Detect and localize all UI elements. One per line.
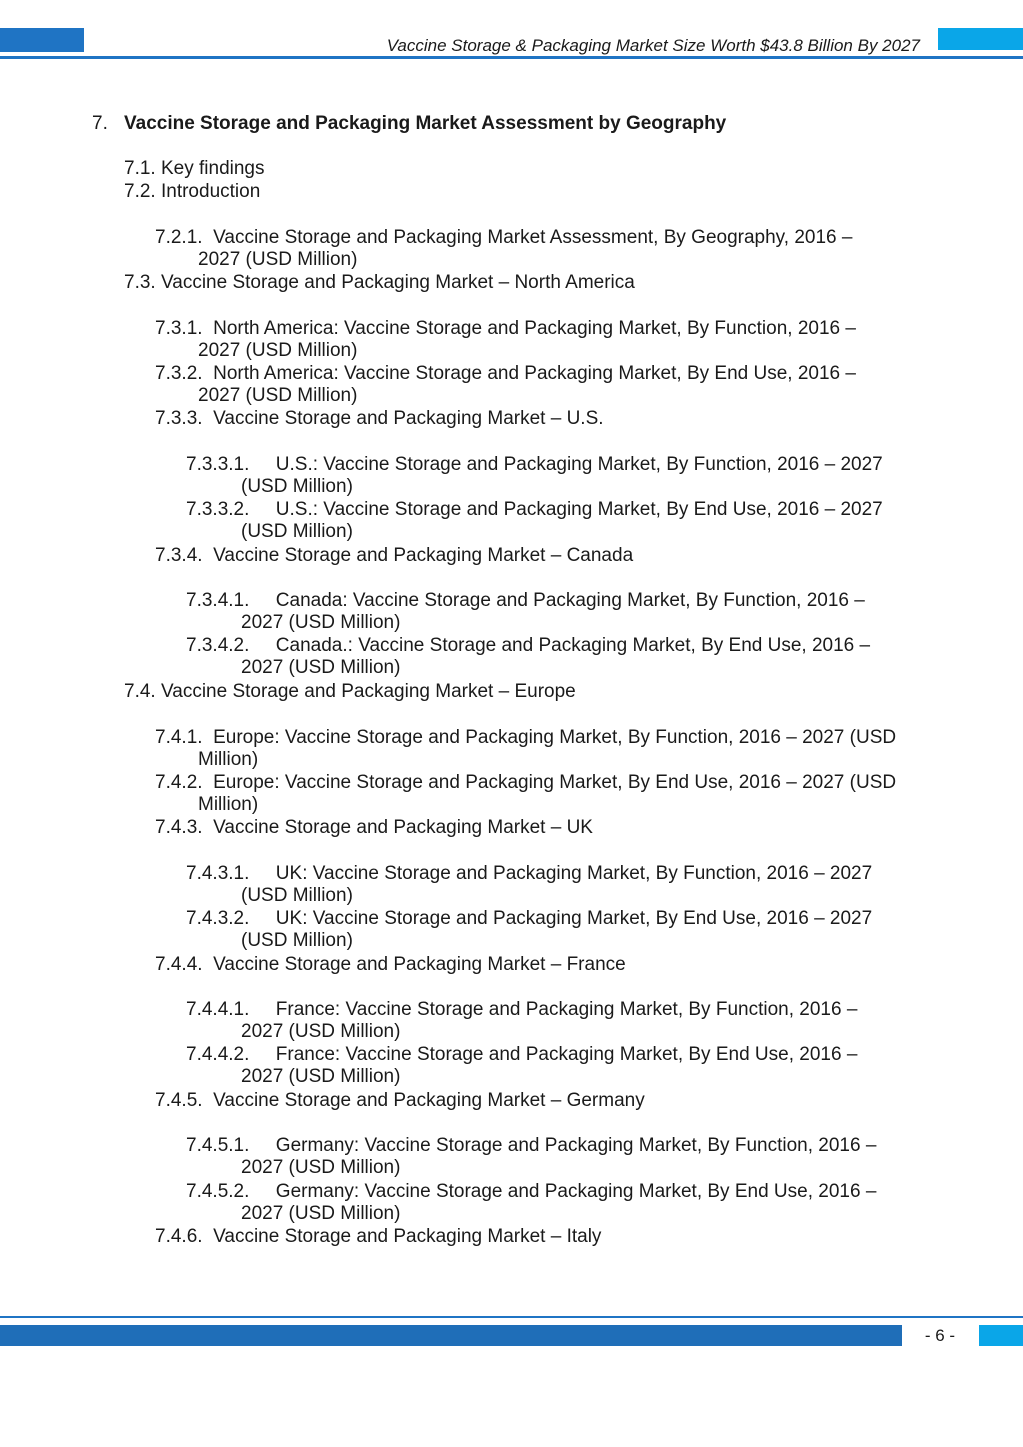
toc-entry	[155, 817, 593, 840]
toc-entry	[155, 727, 896, 750]
footer-rule	[0, 1316, 1023, 1318]
toc-entry-number: 7.4.4.	[155, 954, 203, 975]
toc-entry	[186, 1181, 876, 1204]
toc-entry-continuation: (USD Million)	[241, 521, 353, 542]
toc-entry-continuation: 2027 (USD Million)	[198, 385, 358, 406]
toc-entry-continuation: 2027 (USD Million)	[241, 1203, 401, 1224]
toc-entry-number: 7.3.2.	[155, 363, 203, 384]
toc-entry-text: U.S.: Vaccine Storage and Packaging Market, By End Use, 2016 – 2027	[275, 499, 883, 520]
toc-entry	[155, 772, 896, 795]
toc-entry	[155, 318, 856, 341]
toc-entry	[155, 954, 626, 977]
toc-entry-number: 7.4.	[124, 681, 156, 702]
footer-accent-bar	[0, 1325, 902, 1346]
toc-entry	[155, 1226, 601, 1249]
toc-entry-number: 7.4.2.	[155, 772, 203, 793]
toc-entry-number: 7.3.	[124, 272, 156, 293]
toc-entry-text: Germany: Vaccine Storage and Packaging Market, By End Use, 2016 –	[275, 1181, 877, 1202]
toc-entry-number: 7.4.5.2.	[186, 1181, 250, 1202]
toc-entry-text: Vaccine Storage and Packaging Market Assessment, By Geography, 2016 –	[213, 227, 853, 248]
toc-entry-number: 7.4.5.	[155, 1090, 203, 1111]
toc-entry-text: Germany: Vaccine Storage and Packaging Market, By Function, 2016 –	[275, 1135, 877, 1156]
toc-entry	[186, 863, 872, 886]
toc-entry-number: 7.4.4.2.	[186, 1044, 250, 1065]
toc-entry	[186, 908, 872, 931]
toc-entry-text: Vaccine Storage and Packaging Market – France	[213, 954, 626, 975]
toc-entry-text: UK: Vaccine Storage and Packaging Market, By End Use, 2016 – 2027	[275, 908, 873, 929]
toc-entry-text: Canada.: Vaccine Storage and Packaging Market, By End Use, 2016 –	[275, 635, 871, 656]
header-rule	[0, 56, 1023, 59]
toc-entry-number: 7.3.3.	[155, 408, 203, 429]
toc-entry-number: 7.3.1.	[155, 318, 203, 339]
toc-entry-number: 7.4.4.1.	[186, 999, 250, 1020]
toc-entry	[155, 408, 604, 431]
toc-entry-continuation: (USD Million)	[241, 930, 353, 951]
toc-entry-continuation: 2027 (USD Million)	[198, 249, 358, 270]
toc-entry-number: 7.4.3.2.	[186, 908, 250, 929]
toc-entry-text: France: Vaccine Storage and Packaging Market, By Function, 2016 –	[275, 999, 858, 1020]
toc-entry-continuation: 2027 (USD Million)	[241, 1157, 401, 1178]
toc-entry-continuation: 2027 (USD Million)	[241, 1066, 401, 1087]
toc-entry-text: Vaccine Storage and Packaging Market – UK	[213, 817, 593, 838]
toc-entry-text: Key findings	[160, 158, 265, 179]
toc-entry-number: 7.2.	[124, 181, 156, 202]
toc-entry-number: 7.3.4.	[155, 545, 203, 566]
toc-entry-continuation: Million)	[198, 794, 259, 815]
toc-entry	[155, 363, 856, 386]
toc-entry	[124, 681, 576, 704]
toc-entry-continuation: 2027 (USD Million)	[241, 657, 401, 678]
toc-entry-number: 7.3.3.2.	[186, 499, 250, 520]
toc-entry	[186, 635, 870, 658]
toc-entry	[155, 545, 633, 568]
toc-entry-continuation: 2027 (USD Million)	[241, 1021, 401, 1042]
toc-entry-number: 7.4.5.1.	[186, 1135, 250, 1156]
toc-entry-text: North America: Vaccine Storage and Packaging Market, By Function, 2016 –	[213, 318, 856, 339]
footer-accent-right	[979, 1325, 1023, 1346]
toc-entry-number: 7.4.6.	[155, 1226, 203, 1247]
toc-entry-text: Canada: Vaccine Storage and Packaging Market, By Function, 2016 –	[275, 590, 865, 611]
toc-entry-text: North America: Vaccine Storage and Packaging Market, By End Use, 2016 –	[213, 363, 856, 384]
toc-entry-number: 7.4.1.	[155, 727, 203, 748]
toc-entry-text: Vaccine Storage and Packaging Market – Europe	[160, 681, 576, 702]
toc-entry	[186, 1135, 876, 1158]
toc-entry-continuation: (USD Million)	[241, 476, 353, 497]
toc-entry	[155, 227, 852, 250]
toc-entry-continuation: 2027 (USD Million)	[241, 612, 401, 633]
toc-section-number: 7.	[92, 113, 108, 134]
toc-entry-text: Vaccine Storage and Packaging Market – North America	[160, 272, 635, 293]
header-title: Vaccine Storage & Packaging Market Size Worth $43.8 Billion By 2027	[386, 36, 920, 55]
toc-entry	[155, 1090, 645, 1113]
toc-entry-text: Vaccine Storage and Packaging Market – Canada	[213, 545, 634, 566]
toc-entry-number: 7.3.4.1.	[186, 590, 250, 611]
toc-section-title: Vaccine Storage and Packaging Market Assessment by Geography	[124, 113, 727, 134]
toc-entry	[124, 158, 265, 181]
toc-entry-number: 7.2.1.	[155, 227, 203, 248]
toc-entry-number: 7.3.3.1.	[186, 454, 250, 475]
toc-entry-number: 7.3.4.2.	[186, 635, 250, 656]
toc-entry-text: France: Vaccine Storage and Packaging Market, By End Use, 2016 –	[275, 1044, 858, 1065]
toc-entry	[186, 999, 857, 1022]
toc-entry	[124, 181, 260, 204]
toc-entry-text: Europe: Vaccine Storage and Packaging Market, By Function, 2016 – 2027 (USD	[213, 727, 897, 748]
toc-entry-text: Vaccine Storage and Packaging Market – U.S.	[213, 408, 604, 429]
toc-entry-number: 7.4.3.1.	[186, 863, 250, 884]
toc-entry-number: 7.1.	[124, 158, 156, 179]
toc-entry-text: Vaccine Storage and Packaging Market – Italy	[213, 1226, 602, 1247]
header-accent-left	[0, 28, 84, 52]
toc-entry-text: U.S.: Vaccine Storage and Packaging Market, By Function, 2016 – 2027	[275, 454, 883, 475]
toc-entry-text: Vaccine Storage and Packaging Market – Germany	[213, 1090, 645, 1111]
toc-entry	[186, 1044, 857, 1067]
toc-entry-continuation: (USD Million)	[241, 885, 353, 906]
page-number: - 6 -	[924, 1326, 956, 1345]
toc-entry-continuation: 2027 (USD Million)	[198, 340, 358, 361]
toc-entry-text: Europe: Vaccine Storage and Packaging Market, By End Use, 2016 – 2027 (USD	[213, 772, 897, 793]
toc-entry	[186, 499, 883, 522]
header-accent-right	[938, 28, 1023, 50]
toc-entry	[186, 454, 883, 477]
toc-entry-text: UK: Vaccine Storage and Packaging Market, By Function, 2016 – 2027	[275, 863, 873, 884]
toc-section-heading	[92, 113, 727, 136]
toc-entry-text: Introduction	[160, 181, 261, 202]
toc-entry	[186, 590, 865, 613]
toc-entry	[124, 272, 635, 295]
toc-entry-number: 7.4.3.	[155, 817, 203, 838]
toc-entry-continuation: Million)	[198, 749, 259, 770]
